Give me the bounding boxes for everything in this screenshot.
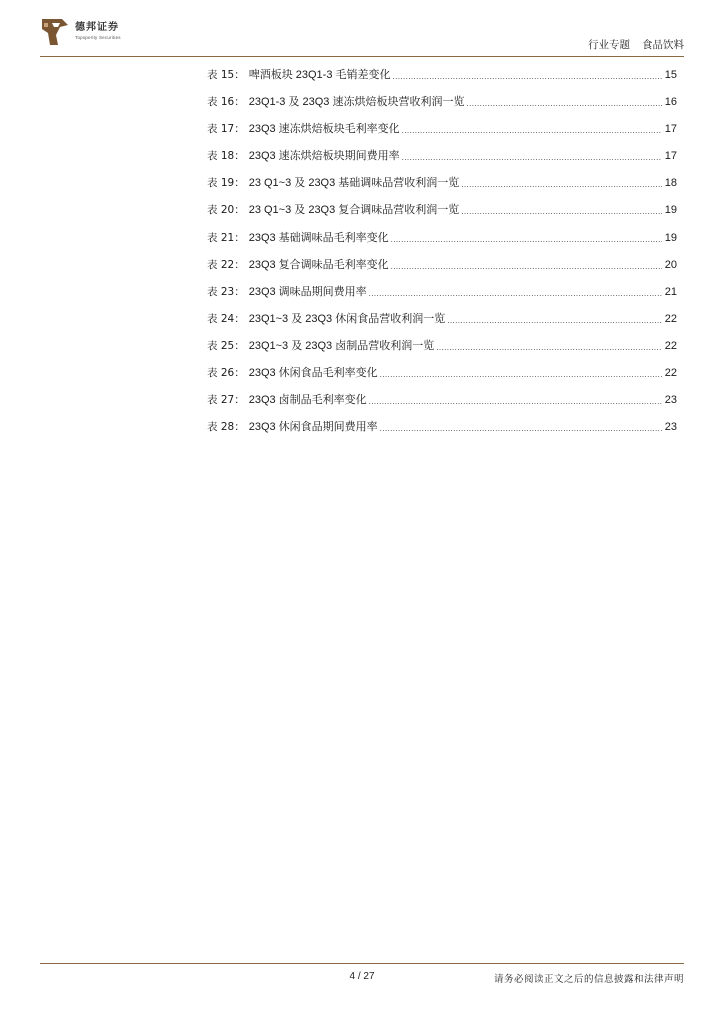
report-type: 行业专题 — [588, 39, 630, 51]
toc-entry[interactable]: 表 23 ： 23Q3 调味品期间费用率 ..... 21 — [207, 282, 677, 309]
toc-page-number: 16 — [664, 96, 677, 109]
toc-leader — [369, 391, 662, 405]
legal-disclaimer: 请务必阅读正文之后的信息披露和法律声明 — [493, 974, 684, 985]
toc-entry[interactable]: 表 24 ： 23Q1~3 及 23Q3 休闲食品营收利润一览 ..... 22 — [207, 309, 677, 336]
toc-title: 23Q1-3 及 23Q3 速冻烘焙板块营收利润一览 — [248, 96, 465, 109]
toc-entry[interactable]: 表 25 ： 23Q1~3 及 23Q3 卤制品营收利润一览 ..... 22 — [207, 336, 677, 363]
toc-page-number: 18 — [664, 177, 677, 190]
toc-entry[interactable]: 表 26 ： 23Q3 休闲食品毛利率变化 ..... 22 — [207, 363, 677, 390]
toc-entry[interactable]: 表 15 ： 啤酒板块 23Q1-3 毛销差变化 ..... 15 — [207, 65, 677, 92]
toc-entry[interactable]: 表 27 ： 23Q3 卤制品毛利率变化 ..... 23 — [207, 390, 677, 417]
header-section-labels — [588, 37, 684, 52]
toc-title: 啤酒板块 23Q1-3 毛销差变化 — [248, 69, 391, 81]
brand-name-en: Topsperity Securities — [75, 34, 121, 40]
toc-title: 23Q3 基础调味品毛利率变化 — [248, 231, 389, 244]
toc-page-number: 23 — [664, 421, 677, 434]
company-logo — [40, 15, 121, 47]
toc-entry[interactable]: 表 19 ： 23 Q1~3 及 23Q3 基础调味品营收利润一览 ..... 18 — [207, 173, 677, 200]
toc-leader — [391, 256, 662, 270]
toc-title: 23Q3 速冻烘焙板块期间费用率 — [248, 150, 400, 163]
toc-leader — [369, 283, 662, 297]
footer-divider — [40, 963, 684, 964]
toc-page-number: 17 — [664, 123, 677, 136]
toc-leader — [393, 66, 662, 80]
toc-title: 23Q3 调味品期间费用率 — [248, 285, 367, 298]
toc-page-number: 22 — [664, 339, 677, 352]
toc-title: 23Q3 休闲食品期间费用率 — [248, 421, 378, 434]
toc-page-number: 15 — [664, 69, 677, 81]
toc-title: 23 Q1~3 及 23Q3 复合调味品营收利润一览 — [248, 204, 460, 217]
toc-label: 表 23 — [207, 285, 235, 298]
toc-leader — [436, 337, 662, 351]
toc-label: 表 20 — [207, 204, 235, 217]
toc-leader — [380, 364, 662, 378]
header-divider — [40, 56, 684, 57]
toc-label: 表 19 — [207, 177, 235, 190]
table-list — [207, 65, 677, 444]
toc-page-number: 22 — [664, 312, 677, 325]
toc-page-number: 17 — [664, 150, 677, 163]
toc-leader — [380, 418, 662, 432]
toc-leader — [391, 229, 662, 243]
toc-label: 表 24 — [207, 312, 235, 325]
toc-page-number: 19 — [664, 231, 677, 244]
toc-leader — [461, 174, 662, 188]
toc-label: 表 17 — [207, 123, 235, 136]
toc-title: 23 Q1~3 及 23Q3 基础调味品营收利润一览 — [248, 177, 460, 190]
toc-page-number: 21 — [664, 285, 677, 298]
toc-page-number: 20 — [664, 258, 677, 271]
toc-entry[interactable]: 表 20 ： 23 Q1~3 及 23Q3 复合调味品营收利润一览 ..... 19 — [207, 200, 677, 227]
toc-page-number: 22 — [664, 367, 677, 380]
toc-label: 表 25 — [207, 339, 235, 352]
toc-title: 23Q3 休闲食品毛利率变化 — [248, 367, 378, 380]
toc-entry[interactable]: 表 18 ： 23Q3 速冻烘焙板块期间费用率 ..... 17 — [207, 146, 677, 173]
toc-label: 表 26 — [207, 367, 235, 380]
toc-label: 表 18 — [207, 150, 235, 163]
toc-label: 表 27 — [207, 394, 235, 407]
toc-page-number: 19 — [664, 204, 677, 217]
toc-leader — [466, 93, 662, 107]
toc-leader — [447, 310, 662, 324]
toc-title: 23Q1~3 及 23Q3 休闲食品营收利润一览 — [248, 312, 446, 325]
toc-title: 23Q3 速冻烘焙板块毛利率变化 — [248, 123, 400, 136]
toc-leader — [461, 201, 662, 215]
toc-page-number: 23 — [664, 394, 677, 407]
toc-label: 表 28 — [207, 421, 235, 434]
company-logo-icon — [40, 15, 70, 47]
page-indicator: 4 / 27 — [349, 971, 375, 982]
toc-entry[interactable]: 表 21 ： 23Q3 基础调味品毛利率变化 ..... 19 — [207, 228, 677, 255]
toc-label: 表 15 — [207, 69, 235, 81]
toc-label: 表 16 — [207, 96, 235, 109]
report-category: 食品饮料 — [642, 39, 684, 51]
toc-title: 23Q3 复合调味品毛利率变化 — [248, 258, 389, 271]
toc-leader — [402, 147, 662, 161]
brand-name-cn: 德邦证券 — [75, 21, 119, 33]
toc-entry[interactable]: 表 28 ： 23Q3 休闲食品期间费用率 ..... 23 — [207, 417, 677, 444]
toc-entry[interactable]: 表 16 ： 23Q1-3 及 23Q3 速冻烘焙板块营收利润一览 ..... 16 — [207, 92, 677, 119]
toc-label: 表 22 — [207, 258, 235, 271]
toc-label: 表 21 — [207, 231, 235, 244]
toc-entry[interactable]: 表 17 ： 23Q3 速冻烘焙板块毛利率变化 ..... 17 — [207, 119, 677, 146]
toc-title: 23Q3 卤制品毛利率变化 — [248, 394, 367, 407]
toc-entry[interactable]: 表 22 ： 23Q3 复合调味品毛利率变化 ..... 20 — [207, 255, 677, 282]
toc-title: 23Q1~3 及 23Q3 卤制品营收利润一览 — [248, 339, 435, 352]
toc-leader — [402, 120, 662, 134]
